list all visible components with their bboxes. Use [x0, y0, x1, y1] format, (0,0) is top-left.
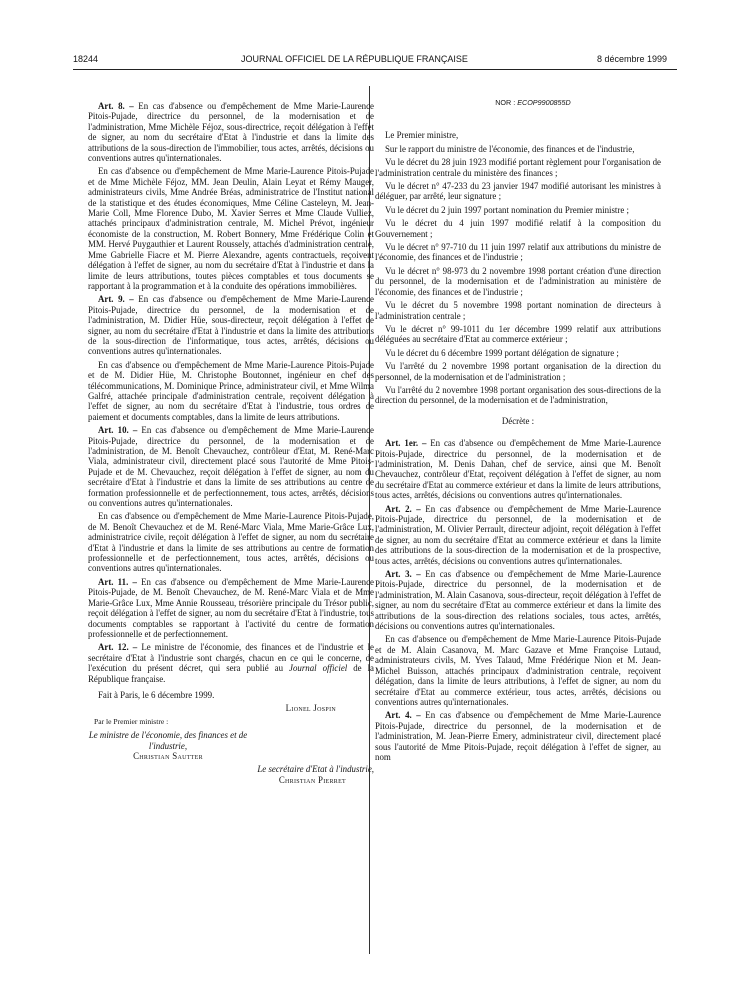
- nor-label: NOR :: [495, 98, 518, 107]
- minister-title: Le ministre de l'économie, des finances et de l'industrie,: [88, 730, 248, 751]
- header-date: 8 décembre 1999: [597, 54, 668, 64]
- left-column: [88, 98, 374, 788]
- secretary-title: Le secrétaire d'Etat à l'industrie,: [257, 764, 374, 775]
- nor-reference: [375, 98, 661, 108]
- article-1: [375, 438, 661, 500]
- article-9-paragraph-2: En cas d'absence ou d'empêchement de Mme Marie-Laurence Pitois-Pujade et de M. Didier Hüe, M. Christophe Boutonnet, ingénieur en chef des télécommunications, M. Dominique Prince, administrateur civil, et Mme Wilma Galfré, attachée principale d'administration centrale, reçoivent délégation à l'effet de signer, au nom du secrétaire d'Etat à l'industrie, tous ordres de paiement et documents comptables, dans la limite de leurs attributions.: [88, 359, 374, 422]
- article-8-text: En cas d'absence ou d'empêchement de Mme Marie-Laurence Pitois-Pujade, directrice du personnel, de la modernisation et de l'administration, Mme Michèle Féjoz, sous-directrice, reçoit délégation à l'effet de signer, au nom du secrétaire d'Etat à l'industrie et dans la limite des attributions de la sous-direction de l'immobilier, tous actes, arrêtés, décisions ou conventions autres qu'internationales.: [88, 101, 374, 164]
- article-10: [88, 425, 374, 508]
- article-3-heading: Art. 3. –: [385, 569, 421, 580]
- visa: Vu le décret du 6 décembre 1999 portant délégation de signature ;: [385, 347, 619, 358]
- article-4-text: En cas d'absence ou d'empêchement de Mme Marie-Laurence Pitois-Pujade, directrice du personnel, de la modernisation et de l'administration, M. Jean-Pierre Emery, administrateur civil, directement placé sous l'autorité de Mme Pitois-Pujade, reçoit délégation à l'effet de signer, au nom: [375, 710, 661, 762]
- article-11-heading: Art. 11. –: [98, 576, 137, 587]
- article-11: [88, 577, 374, 639]
- signer-pm: Lionel Jospin: [285, 703, 336, 714]
- page-header: [73, 54, 673, 68]
- article-10-heading: Art. 10. –: [98, 425, 138, 436]
- article-11-text: En cas d'absence ou d'empêchement de Mme Marie-Laurence Pitois-Pujade, de M. Benoît Chevauchez, de M. René-Marc Viala et de Mme Marie-Grâce Lux, Mme Annie Rousseau, trésorière principale du Trésor public, reçoit délégation à l'effet de signer, au nom du secrétaire d'Etat à l'industrie, tous documents comptables se rapportant à l'activité du centre de formation professionnelle et de perfectionnement.: [88, 576, 374, 639]
- article-3-text: En cas d'absence ou d'empêchement de Mme Marie-Laurence Pitois-Pujade, directrice du personnel, de la modernisation et de l'administration, M. Alain Casanova, sous-directeur, reçoit délégation à l'effet de signer, au nom du secrétaire d'Etat au commerce extérieur et dans la limite des attributions de la sous-direction des relations sociales, tous actes, arrêtés, décisions ou conventions autres qu'internationales.: [375, 569, 661, 632]
- right-column: [375, 98, 661, 765]
- article-2-text: En cas d'absence ou d'empêchement de Mme Marie-Laurence Pitois-Pujade, directrice du personnel, de la modernisation et de l'administration, M. Olivier Perrault, directeur adjoint, reçoit délégation à l'effet de signer, au nom du secrétaire d'Etat au commerce extérieur et dans la limite des attributions de la sous-direction de la modernisation et de la prospective, tous actes, arrêtés, décisions ou conventions autres qu'internationales.: [375, 503, 661, 566]
- premier-ministre: Le Premier ministre,: [385, 130, 459, 141]
- visa: Vu le décret n° 47-233 du 23 janvier 1947 modifié autorisant les ministres à déléguer, par arrêté, leur signature ;: [375, 181, 661, 202]
- visa: Vu le décret du 2 juin 1997 portant nomination du Premier ministre ;: [385, 204, 629, 215]
- article-1-heading: Art. 1er. –: [385, 438, 427, 449]
- article-2-heading: Art. 2. –: [385, 503, 421, 514]
- article-12-text-a: Le ministre de l'économie, des finances et de l'industrie et le secrétaire d'Etat à l'industrie sont chargés, chacun en ce qui le concerne, de l'exécution du présent décret, qui sera publié au: [88, 642, 374, 674]
- article-8-paragraph-2: En cas d'absence ou d'empêchement de Mme Marie-Laurence Pitois-Pujade et de Mme Michèle Féjoz, MM. Jean Deulin, Alain Leyat et Rémy Mauger, administrateurs civils, Mme Andrée Bréas, administratrice de l'Institut national de la statistique et des études économiques, Mme Céline Casteleyn, M. Jean-Marie Coll, Mme Florence Dubo, M. Xavier Serres et Mme Claude Vulliez, attachés principaux d'administration centrale, M. Michel Prévot, ingénieur économiste de la construction, M. Robert Bonnery, Mme Frédérique Colin et MM. Hervé Puygauthier et Laurent Roussely, attachés d'administration centrale, Mme Gabrielle Fiacre et M. Pierre Alexandre, agents contractuels, reçoivent délégation à l'effet de signer, au nom du secrétaire d'Etat à l'industrie et dans la limite de leurs attributions, toutes pièces comptables et tous documents se rapportant à la programmation et à la conduite des opérations immobilières.: [88, 166, 374, 291]
- decrete-heading: Décrète :: [501, 415, 535, 426]
- article-4: [375, 710, 661, 762]
- visa: Sur le rapport du ministre de l'économie, des finances et de l'industrie,: [385, 143, 635, 154]
- header-rule: [73, 69, 677, 70]
- visas-list: [375, 144, 661, 406]
- article-10-paragraph-2: En cas d'absence ou d'empêchement de Mme Marie-Laurence Pitois-Pujade, de M. Benoît Chevauchez et de M. René-Marc Viala, Mme Marie-Grâce Lux, administratrice civile, reçoit délégation à l'effet de signer, au nom du secrétaire d'Etat à l'industrie et dans la limite de ses attributions au centre de formation professionnelle et de perfectionnement, tous actes, arrêtés, décisions ou conventions autres qu'internationales.: [88, 511, 374, 574]
- article-12: [88, 642, 374, 684]
- article-12-text-b: de la République française.: [88, 663, 374, 684]
- journal-title: JOURNAL OFFICIEL DE LA RÉPUBLIQUE FRANÇAISE: [241, 54, 468, 64]
- article-4-heading: Art. 4. –: [385, 710, 421, 721]
- visa: Vu le décret du 5 novembre 1998 portant nomination de directeurs à l'administration centrale ;: [375, 300, 661, 321]
- minister-name: Christian Sautter: [133, 750, 203, 761]
- article-12-heading: Art. 12. –: [98, 642, 138, 653]
- visa: Vu le décret du 4 juin 1997 modifié relatif à la composition du Gouvernement ;: [375, 218, 661, 239]
- journal-officiel-ref: Journal officiel: [289, 663, 348, 674]
- visa: Vu le décret du 28 juin 1923 modifié portant règlement pour l'organisation de l'administration centrale du ministère des finances ;: [375, 157, 661, 178]
- article-1-text: En cas d'absence ou d'empêchement de Mme Marie-Laurence Pitois-Pujade, directrice du personnel, de la modernisation et de l'administration, M. Denis Dahan, chef de service, ainsi que M. Benoît Chevauchez, contrôleur d'Etat, reçoivent délégation à l'effet de signer, au nom du secrétaire d'Etat au commerce extérieur et dans la limite de leurs attributions, tous actes, arrêtés, décisions ou conventions autres qu'internationales.: [375, 438, 661, 501]
- page-number: 18244: [73, 54, 99, 64]
- article-8: [88, 101, 374, 163]
- visa: Vu l'arrêté du 2 novembre 1998 portant organisation des sous-directions de la direction du personnel, de la modernisation et de l'administration,: [375, 384, 661, 406]
- nor-code: ECOP9900855D: [517, 98, 571, 107]
- visa: Vu le décret n° 99-1011 du 1er décembre 1999 relatif aux attributions déléguées au secrétaire d'Etat au commerce extérieur ;: [375, 323, 661, 345]
- article-10-text: En cas d'absence ou d'empêchement de Mme Marie-Laurence Pitois-Pujade, directrice du personnel, de la modernisation et de l'administration, de M. Benoît Chevauchez, contrôleur d'Etat, M. René-Marc Viala, administrateur civil, directement placé sous l'autorité de Mme Pitois-Pujade et de M. Chevauchez, reçoit délégation à l'effet de signer, au nom du secrétaire d'Etat à l'industrie et dans la limite de ses attributions au centre de formation professionnelle et de perfectionnement, tous actes, arrêtés, décisions ou conventions autres qu'internationales.: [88, 425, 374, 509]
- article-9-heading: Art. 9. –: [98, 294, 134, 305]
- article-8-heading: Art. 8. –: [98, 101, 134, 111]
- article-3-paragraph-2: En cas d'absence ou d'empêchement de Mme Marie-Laurence Pitois-Pujade et de M. Alain Casanova, M. Marc Gazave et Mme Françoise Lutaud, administrateurs civils, M. Yves Talaud, Mme Frédérique Nion et M. Jean-Michel Buisson, attachés principaux d'administration centrale, reçoivent délégation, dans la limite de leurs attributions, à l'effet de signer, au nom du secrétaire d'Etat au commerce extérieur, tous actes, arrêtés, décisions ou conventions autres qu'internationales.: [375, 634, 661, 707]
- done-at: Fait à Paris, le 6 décembre 1999.: [98, 689, 215, 700]
- secretary-name: Christian Pierret: [278, 774, 346, 785]
- article-3: [375, 569, 661, 631]
- article-2: [375, 504, 661, 566]
- article-9: [88, 294, 374, 356]
- visa: Vu le décret n° 98-973 du 2 novembre 1998 portant création d'une direction du personnel, de la modernisation et de l'administration au ministère de l'économie, des finances et de l'industrie ;: [375, 265, 661, 297]
- visa: Vu le décret n° 97-710 du 11 juin 1997 relatif aux attributions du ministre de l'économie, des finances et de l'industrie ;: [375, 242, 661, 263]
- visa: Vu l'arrêté du 2 novembre 1998 portant organisation de la direction du personnel, de la modernisation et de l'administration ;: [375, 361, 661, 382]
- par-le-pm: Par le Premier ministre :: [94, 716, 169, 726]
- article-9-text: En cas d'absence ou d'empêchement de Mme Marie-Laurence Pitois-Pujade, directrice du personnel, de la modernisation et de l'administration, M. Didier Hüe, sous-directeur, reçoit délégation à l'effet de signer, au nom du secrétaire d'Etat à l'industrie et dans la limite des attributions de la sous-direction de l'informatique, tous actes, arrêtés, décisions ou conventions autres qu'internationales.: [88, 294, 374, 357]
